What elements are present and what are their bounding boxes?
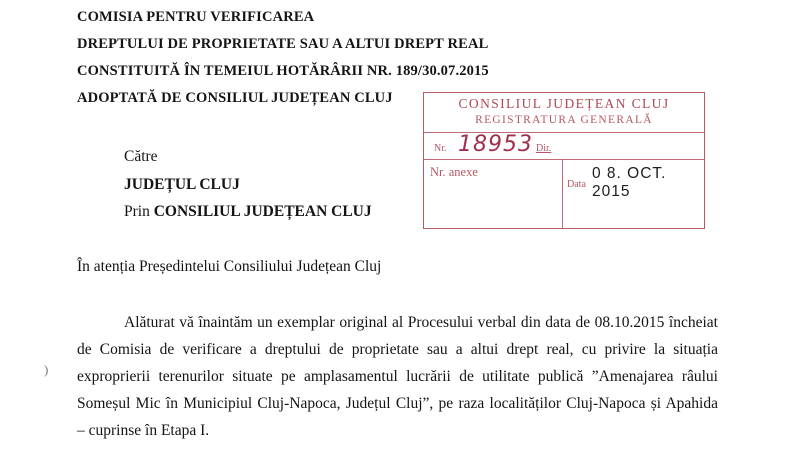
body-paragraph-line: – cuprinse în Etapa I. [77,422,210,439]
stamp-registration-number: 18953 [458,132,533,157]
addressee-county: JUDEȚUL CLUJ [124,176,240,193]
header-decision-line: CONSTITUITĂ ÎN TEMEIUL HOTĂRÂRII NR. 189/30.07.2015 [77,63,489,79]
stamp-dir-label: Dir. [536,143,552,154]
stamp-title: CONSILIUL JUDEȚEAN CLUJ [458,96,670,111]
stamp-anexe-label: Nr. anexe [430,165,478,179]
stamp-divider [424,159,704,160]
addressee-to: Către [124,148,158,165]
body-paragraph-line: Someșul Mic în Municipiul Cluj-Napoca, Județul Cluj”, pe raza localităților Cluj-Napoca și Apahida [77,395,718,412]
header-adopted-line: ADOPTATĂ DE CONSILIUL JUDEȚEAN CLUJ [77,90,393,106]
margin-mark: ) [44,362,49,377]
addressee-council: CONSILIUL JUDEȚEAN CLUJ [153,203,372,220]
stamp-subtitle: REGISTRATURA GENERALĂ [475,114,653,126]
body-paragraph-line: de Comisia de verificare a dreptului de proprietate sau a altui drept real, cu privire la situația [77,341,718,358]
header-right-line: DREPTULUI DE PROPRIETATE SAU A ALTUI DREPT REAL [77,36,489,52]
stamp-column-divider [562,159,563,228]
body-paragraph-line: Alăturat vă înaintăm un exemplar original al Procesului verbal din data de 08.10.2015 încheiat [124,314,718,331]
attention-line: În atenția Președintelui Consiliului Județean Cluj [77,258,382,275]
stamp-date-value: 0 8. OCT. 2015 [592,165,667,200]
stamp-data-label: Data [567,179,586,190]
addressee-via [124,203,372,221]
header-commission-line: COMISIA PENTRU VERIFICAREA [77,9,315,25]
stamp-nr-label: Nr. [434,143,447,154]
addressee-via-label: Prin [124,203,154,220]
body-paragraph-line: exproprierii terenurilor situate pe amplasamentul lucrării de utilitate publică ”Amenajarea râului [77,368,718,385]
registry-stamp [423,92,705,229]
